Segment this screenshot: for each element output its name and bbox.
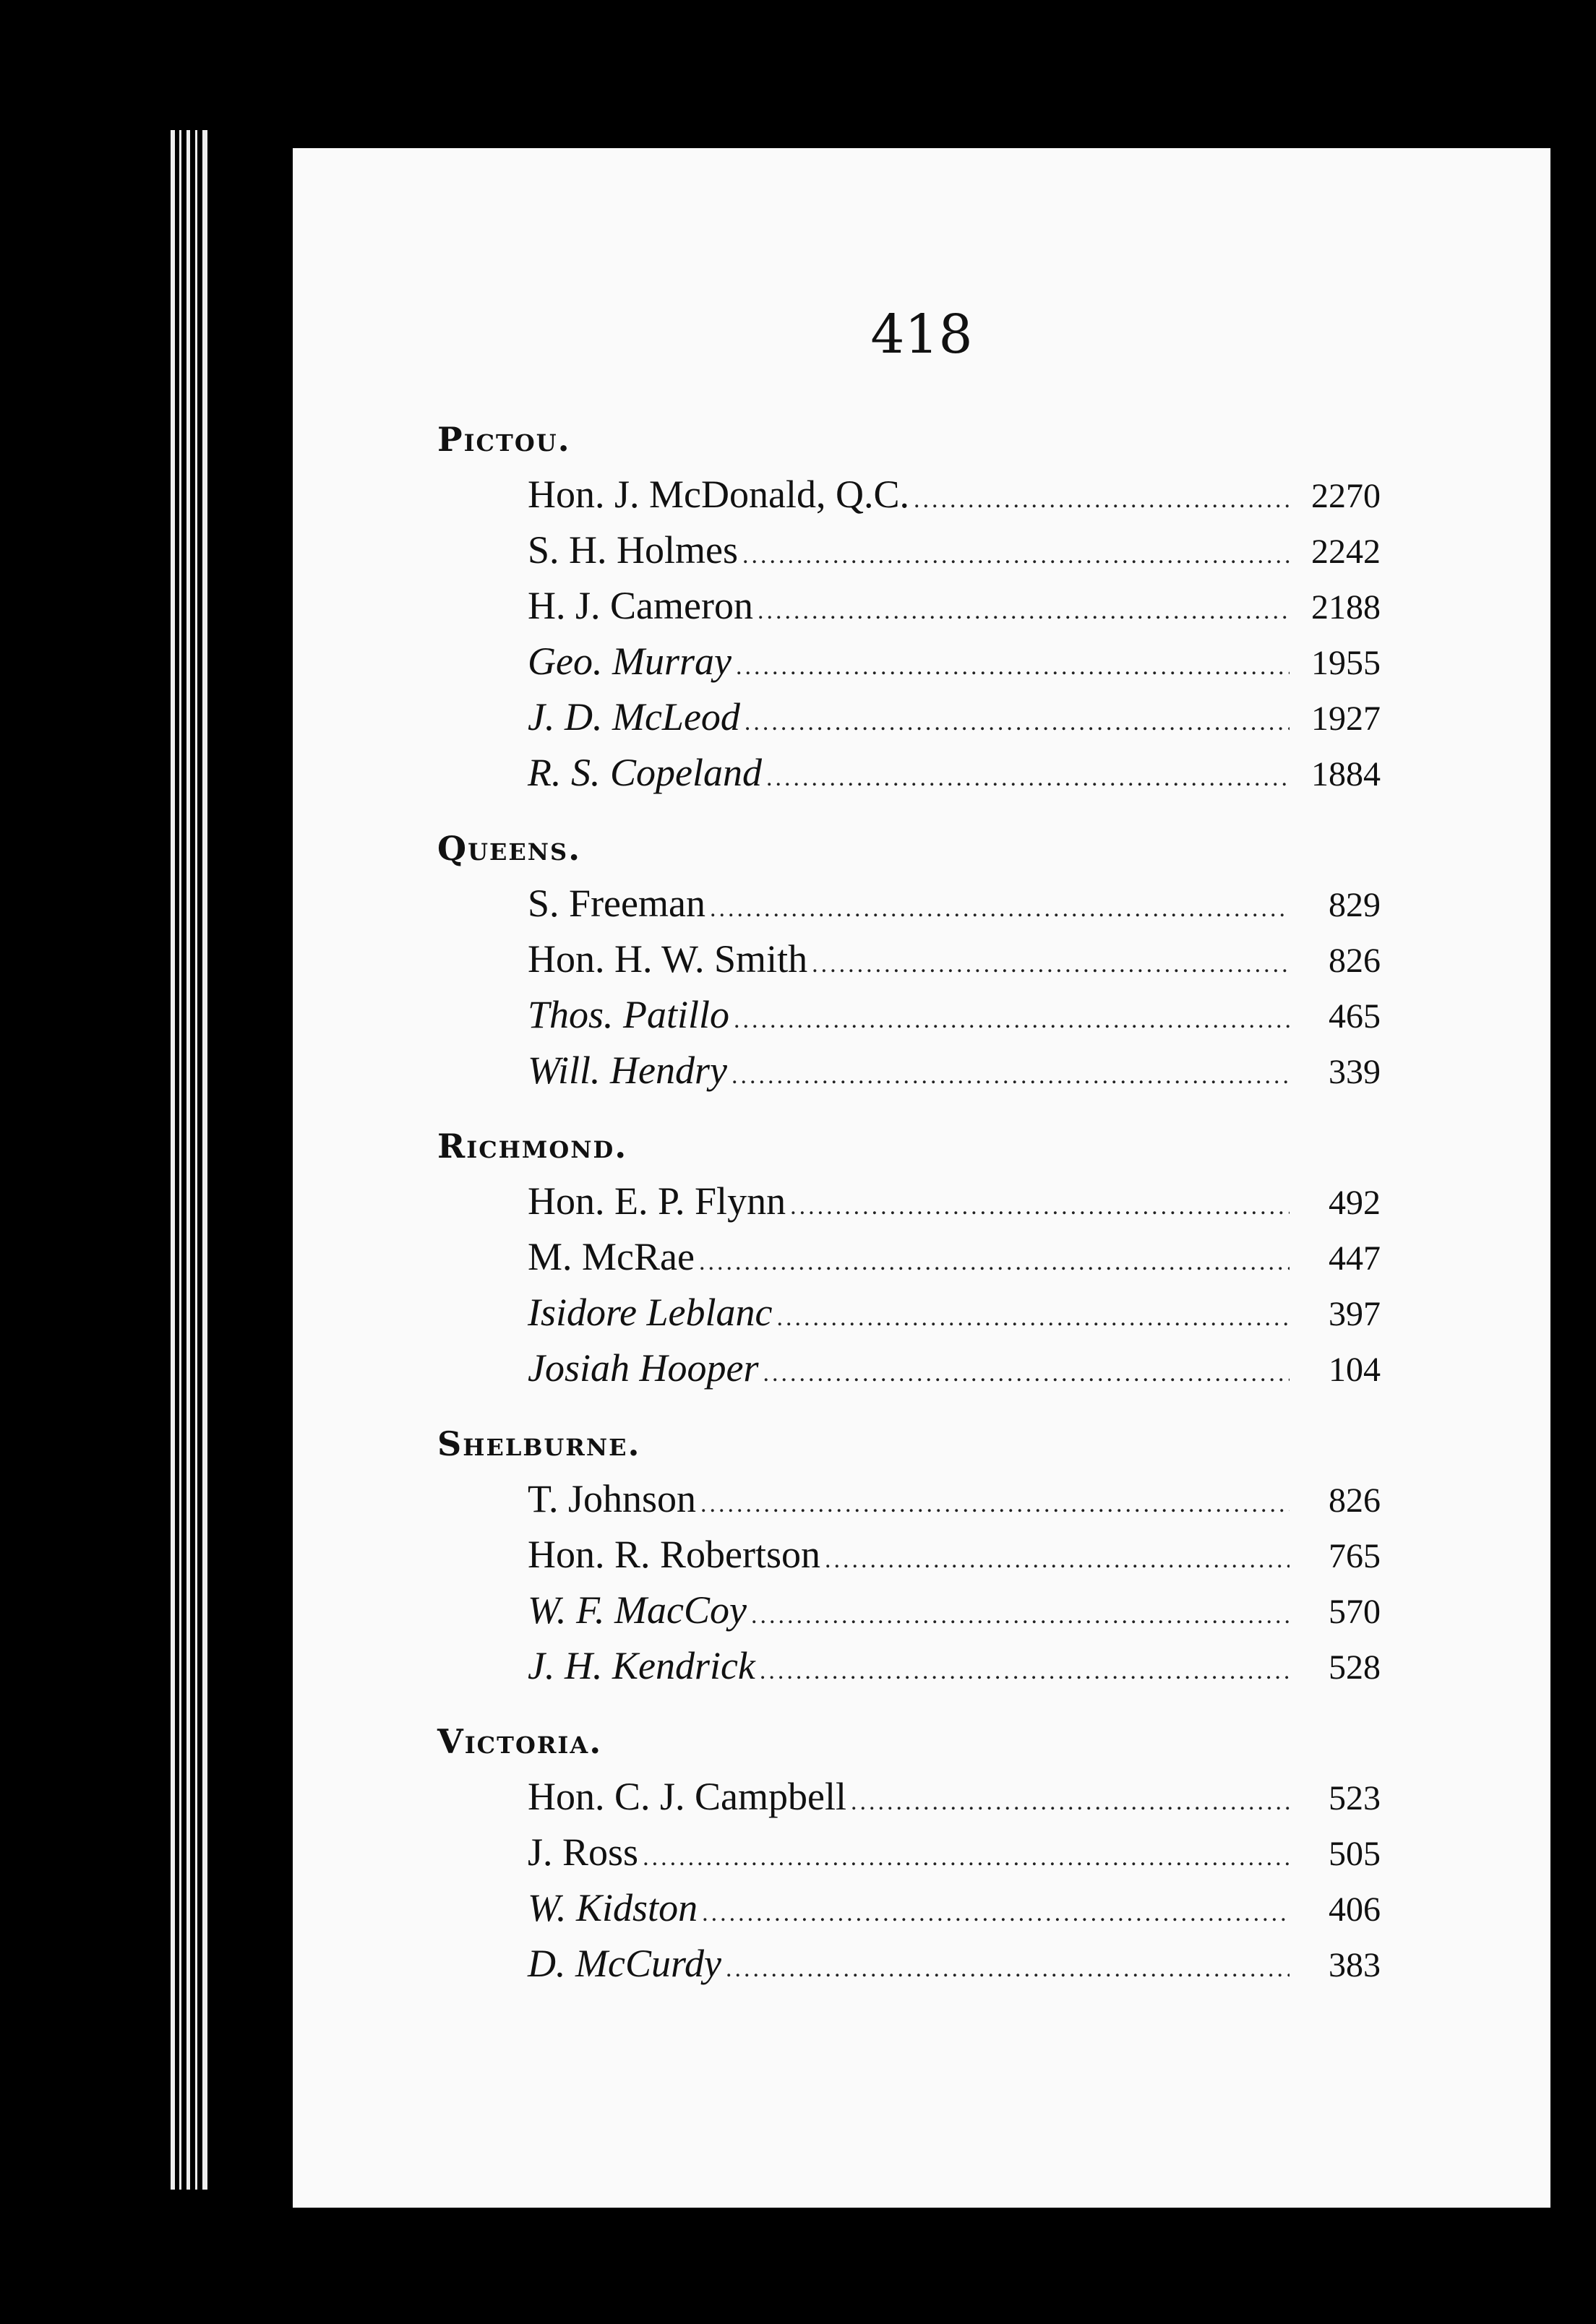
candidate-entry: [528, 1527, 1381, 1583]
candidate-name: Hon. H. W. Smith: [528, 937, 808, 981]
candidate-entry: [528, 1471, 1381, 1527]
vote-count: 339: [1329, 1053, 1381, 1091]
vote-count: 829: [1329, 886, 1381, 924]
vote-count: 1884: [1311, 755, 1381, 793]
candidate-name: J. D. McLeod: [528, 695, 740, 739]
candidate-entry: [528, 1638, 1381, 1694]
candidate-entry: [528, 1340, 1381, 1396]
candidate-name: Hon. R. Robertson: [528, 1533, 820, 1576]
section-heading: Queens.: [437, 829, 582, 868]
dot-leader: [702, 1885, 1290, 1941]
section-heading: Victoria.: [437, 1722, 603, 1761]
section-pictou: [437, 412, 1381, 801]
section-heading: Pictou.: [437, 420, 571, 459]
dot-leader: [760, 1643, 1290, 1699]
dot-leader: [758, 583, 1290, 639]
section-richmond: [437, 1119, 1381, 1396]
vote-count: 1927: [1311, 700, 1381, 738]
dot-leader: [790, 1179, 1290, 1234]
candidate-name: Thos. Patillo: [528, 993, 730, 1036]
candidate-entry: [528, 578, 1381, 634]
candidate-name: M. McRae: [528, 1235, 695, 1278]
spine-line: [171, 130, 175, 2190]
section-queens: [437, 821, 1381, 1098]
dot-leader: [742, 528, 1290, 583]
candidate-entry: [528, 1285, 1381, 1340]
vote-count: 104: [1329, 1351, 1381, 1389]
section-shelburne: [437, 1416, 1381, 1694]
candidate-entry: [528, 1174, 1381, 1229]
vote-count: 2188: [1311, 588, 1381, 627]
candidate-name: S. H. Holmes: [528, 528, 739, 572]
vote-count: 465: [1329, 997, 1381, 1036]
candidate-entry: [528, 467, 1381, 522]
candidate-name: Will. Hendry: [528, 1049, 727, 1092]
spine-line: [202, 130, 207, 2190]
candidate-entry: [528, 931, 1381, 987]
candidate-entry: [528, 1229, 1381, 1285]
vote-count: 447: [1329, 1239, 1381, 1278]
dot-leader: [710, 881, 1290, 937]
vote-count: 505: [1329, 1835, 1381, 1873]
vote-count: 2242: [1311, 533, 1381, 571]
candidate-name: Hon. J. McDonald, Q.C.: [528, 473, 909, 516]
vote-count: 570: [1329, 1593, 1381, 1631]
candidate-name: R. S. Copeland: [528, 751, 762, 794]
candidate-entry: [528, 1043, 1381, 1098]
candidate-entry: [528, 689, 1381, 745]
dot-leader: [914, 472, 1290, 528]
vote-count: 397: [1329, 1295, 1381, 1333]
candidate-name: Hon. C. J. Campbell: [528, 1775, 846, 1818]
candidate-name: W. F. MacCoy: [528, 1588, 747, 1632]
vote-count: 2270: [1311, 477, 1381, 515]
dot-leader: [699, 1234, 1290, 1290]
section-heading: Shelburne.: [437, 1424, 641, 1463]
dot-leader: [751, 1588, 1290, 1643]
dot-leader: [700, 1476, 1290, 1532]
candidate-name: J. H. Kendrick: [528, 1644, 755, 1687]
candidate-entry: [528, 745, 1381, 801]
dot-leader: [825, 1532, 1290, 1588]
dot-leader: [734, 992, 1290, 1048]
candidate-name: H. J. Cameron: [528, 584, 753, 627]
page-number: 418: [870, 304, 973, 366]
vote-count: 523: [1329, 1779, 1381, 1817]
candidate-name: S. Freeman: [528, 882, 705, 925]
candidate-name: Isidore Leblanc: [528, 1291, 773, 1334]
spine-line: [186, 130, 190, 2190]
candidate-entry: [528, 522, 1381, 578]
dot-leader: [763, 1346, 1290, 1401]
vote-count: 826: [1329, 1481, 1381, 1520]
candidate-name: W. Kidston: [528, 1886, 698, 1929]
section-heading: Richmond.: [437, 1127, 628, 1166]
vote-count: 383: [1329, 1946, 1381, 1984]
dot-leader: [732, 1048, 1290, 1103]
dot-leader: [643, 1830, 1290, 1885]
vote-count: 406: [1329, 1890, 1381, 1929]
spine-line: [179, 130, 181, 2190]
candidate-entry: [528, 987, 1381, 1043]
candidate-name: Josiah Hooper: [528, 1346, 759, 1390]
candidate-entry: [528, 1880, 1381, 1936]
vote-count: 765: [1329, 1537, 1381, 1575]
candidate-name: Hon. E. P. Flynn: [528, 1179, 786, 1223]
candidate-name: T. Johnson: [528, 1477, 697, 1520]
dot-leader: [812, 937, 1290, 992]
candidate-name: J. Ross: [528, 1830, 639, 1874]
dot-leader: [851, 1774, 1290, 1830]
dot-leader: [776, 1290, 1290, 1346]
vote-count: 1955: [1311, 644, 1381, 682]
candidate-entry: [528, 876, 1381, 931]
candidate-entry: [528, 634, 1381, 689]
candidate-entry: [528, 1583, 1381, 1638]
election-results: [437, 412, 1381, 2012]
dot-leader: [766, 750, 1290, 806]
dot-leader: [736, 639, 1290, 694]
candidate-entry: [528, 1936, 1381, 1992]
vote-count: 492: [1329, 1184, 1381, 1222]
book-page: [293, 148, 1550, 2208]
vote-count: 826: [1329, 942, 1381, 980]
dot-leader: [726, 1941, 1290, 1997]
vote-count: 528: [1329, 1648, 1381, 1687]
section-victoria: [437, 1714, 1381, 1992]
candidate-entry: [528, 1825, 1381, 1880]
candidate-entry: [528, 1769, 1381, 1825]
spine-line: [195, 130, 197, 2190]
candidate-name: Geo. Murray: [528, 640, 732, 683]
book-spine: [165, 130, 215, 2190]
dot-leader: [745, 694, 1290, 750]
candidate-name: D. McCurdy: [528, 1942, 721, 1985]
